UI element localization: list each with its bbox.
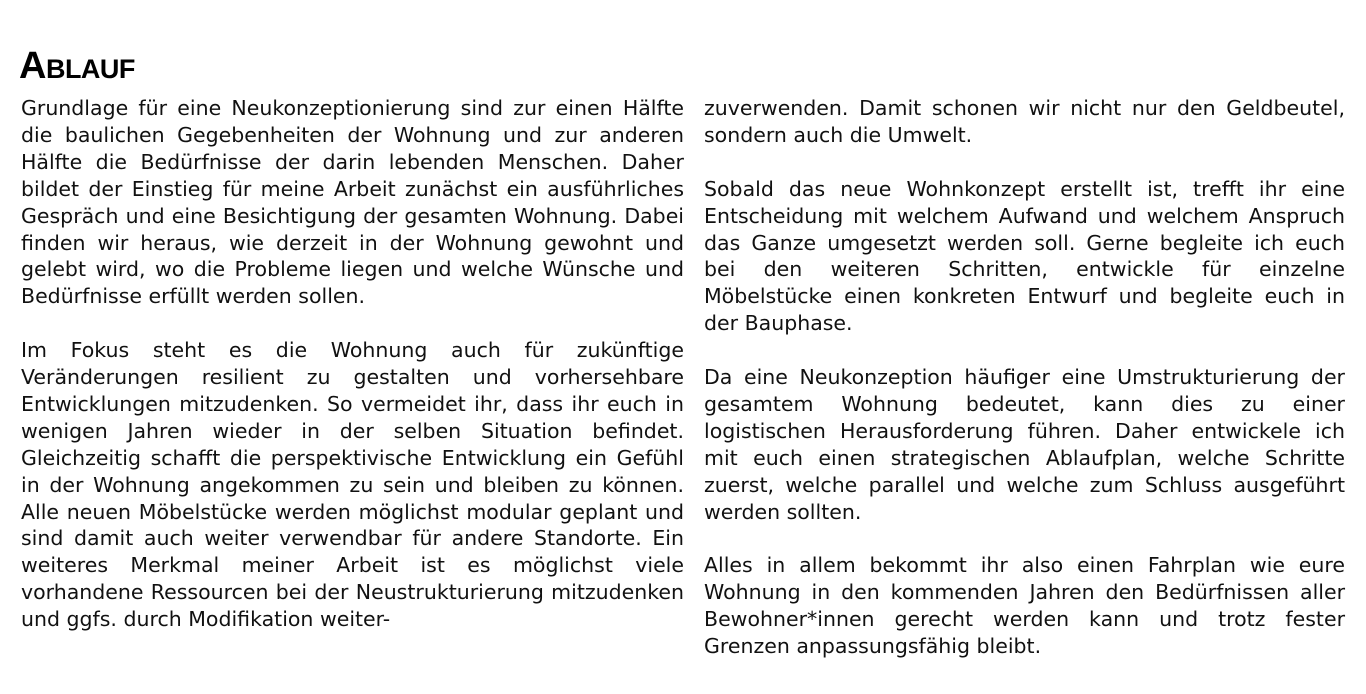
paragraph: zuverwenden. Damit schonen wir nicht nur den Geldbeutel, sondern auch die Umwelt.	[704, 96, 1345, 147]
paragraph: Da eine Neukonzeption häufiger eine Umstrukturierung der gesamtem Wohnung bedeutet, kann dies zu einer logistischen Herausforderung führen. Daher entwickele ich mit euch einen strategischen Ablaufplan, welche Schritte zuerst, welche parallel und welche zum Schluss ausgeführt werden sollten.	[704, 365, 1345, 524]
paragraph: Alles in allem bekommt ihr also einen Fahrplan wie eure Wohnung in den kommenden Jahren den Bedürfnissen aller Bewohner*innen gerecht werden kann und trotz fester Grenzen anpassungsfähig bleibt.	[704, 553, 1345, 659]
text-column-right	[704, 95, 1345, 660]
page-title: Ablauf	[19, 45, 135, 87]
paragraph: Grundlage für eine Neukonzeptionierung sind zur einen Hälfte die baulichen Gegebenheiten der Wohnung und zur anderen Hälfte die Bedürfnisse der darin lebenden Menschen. Daher bildet der Einstieg für meine Arbeit zunächst ein ausführliches Gespräch und eine Besichtigung der gesamten Wohnung. Dabei finden wir heraus, wie derzeit in der Wohnung gewohnt und gelebt wird, wo die Probleme liegen und welche Wünsche und Bedürfnisse erfüllt werden sollen.	[21, 96, 684, 309]
paragraph: Sobald das neue Wohnkonzept erstellt ist, trefft ihr eine Entscheidung mit welchem Aufwand und welchem Anspruch das Ganze umgesetzt werden soll. Gerne begleite ich euch bei den weiteren Schritten, entwickle für einzelne Möbelstücke einen konkreten Entwurf und begleite euch in der Bauphase.	[704, 176, 1345, 336]
paragraph: Im Fokus steht es die Wohnung auch für zukünftige Veränderungen resilient zu gestalten und vorhersehbare Entwicklungen mitzudenken. So vermeidet ihr, dass ihr euch in wenigen Jahren wieder in der selben Situation befindet. Gleichzeitig schafft die perspektivische Entwicklung ein Gefühl in der Wohnung angekommen zu sein und bleiben zu können. Alle neuen Möbelstücke werden möglichst modular geplant und sind damit auch weiter verwendbar für andere Standorte. Ein weiteres Merkmal meiner Arbeit ist es möglichst viele vorhandene Ressourcen bei der Neustrukturierung mitzudenken und ggfs. durch Modifikation weiter-	[21, 338, 684, 632]
text-column-left	[21, 95, 684, 633]
